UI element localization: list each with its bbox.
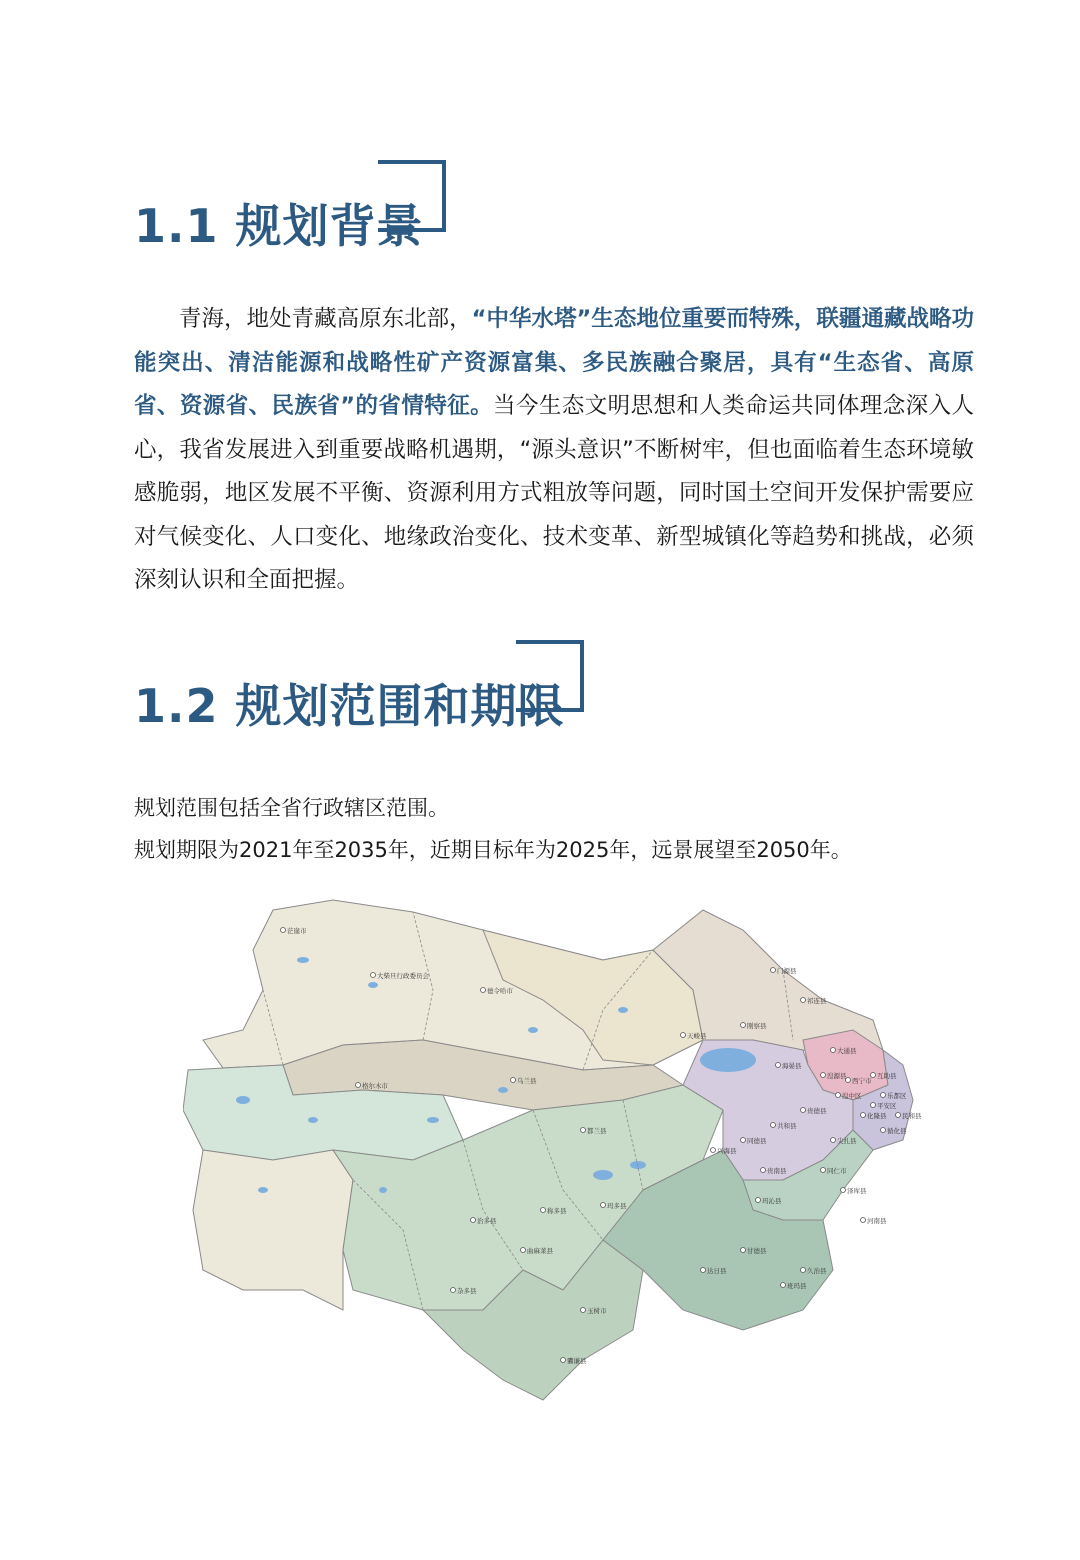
city-label: 门源县	[777, 967, 797, 975]
city-label: 久治县	[807, 1267, 827, 1275]
lake-e	[427, 1117, 439, 1123]
lake-l	[618, 1007, 628, 1013]
heading-corner-bracket	[378, 160, 446, 232]
city-label: 达日县	[707, 1267, 727, 1275]
city-label: 湟中区	[842, 1092, 862, 1100]
city-label: 尖扎县	[837, 1137, 857, 1145]
city-label: 班玛县	[787, 1282, 807, 1290]
lake-g	[593, 1170, 613, 1180]
lake-c	[236, 1096, 250, 1104]
city-label: 大柴旦行政委员会	[377, 972, 429, 980]
city-marker	[831, 1048, 836, 1053]
city-label: 化隆县	[867, 1112, 887, 1120]
city-marker	[776, 1063, 781, 1068]
lake-f	[498, 1087, 508, 1093]
lake-j	[379, 1187, 387, 1193]
lake-b	[368, 982, 378, 988]
city-marker	[601, 1203, 606, 1208]
city-label: 祁连县	[807, 997, 827, 1005]
city-label: 治多县	[477, 1217, 497, 1225]
qinghai-lake	[700, 1048, 756, 1072]
city-marker	[481, 988, 486, 993]
paragraph-text: 青海，地处青藏高原东北部，	[179, 306, 472, 332]
city-label: 共和县	[777, 1122, 797, 1130]
scope-text: 规划范围包括全省行政辖区范围。	[134, 796, 449, 820]
city-label: 玛多县	[607, 1202, 627, 1210]
city-marker	[711, 1148, 716, 1153]
paragraph-text: 当今生态文明思想和人类命运共同体理念深入人心，我省发展进入到重要战略机遇期，“源头意识”不断树牢，但也面临着生态环境敏感脆弱，地区发展不平衡、资源利用方式粗放等问题，同时国土空间开发保护需要应对气候变化、人口变化、地缘政治变化、技术变革、新型城镇化等趋势和挑战，必须深刻认识和全面把握。	[134, 393, 974, 593]
city-marker	[761, 1168, 766, 1173]
period-text: 规划期限为2021年至2035年，近期目标年为2025年，远景展望至2050年。	[134, 838, 852, 862]
city-marker	[741, 1248, 746, 1253]
section-1-paragraph	[134, 298, 974, 603]
city-label: 格尔木市	[362, 1082, 388, 1090]
paragraph-highlight: “中华水塔”生态地位重要而特殊，联疆通藏战略功能突出、清洁能源和战略性矿产资源富集、多民族融合聚居，具有“生态省、高原省、资源省、民族省”的省情特征。	[134, 306, 974, 419]
city-marker	[821, 1073, 826, 1078]
city-marker	[371, 973, 376, 978]
city-label: 德令哈市	[487, 987, 513, 995]
city-label: 曲麻莱县	[527, 1247, 553, 1255]
city-label: 称多县	[547, 1207, 567, 1215]
section-1-heading: 1.1 规划背景	[134, 199, 424, 253]
city-label: 囊谦县	[567, 1357, 587, 1365]
city-label: 兴海县	[717, 1147, 737, 1155]
city-marker	[681, 1033, 686, 1038]
city-label: 循化县	[887, 1127, 907, 1135]
city-label: 玉树市	[587, 1307, 607, 1315]
city-marker	[871, 1103, 876, 1108]
city-label: 大通县	[837, 1047, 857, 1055]
city-label: 天峻县	[687, 1032, 707, 1040]
city-label: 都兰县	[587, 1127, 607, 1135]
city-marker	[881, 1128, 886, 1133]
city-marker	[871, 1073, 876, 1078]
city-marker	[801, 1268, 806, 1273]
city-marker	[861, 1218, 866, 1223]
city-label: 甘德县	[747, 1247, 767, 1255]
city-label: 河南县	[867, 1217, 887, 1225]
city-marker	[451, 1288, 456, 1293]
city-marker	[861, 1113, 866, 1118]
city-label: 同德县	[747, 1137, 767, 1145]
city-marker	[581, 1128, 586, 1133]
city-label: 乐都区	[887, 1092, 907, 1100]
city-marker	[356, 1083, 361, 1088]
city-marker	[896, 1113, 901, 1118]
city-label: 同仁市	[827, 1167, 847, 1175]
lake-d	[308, 1117, 318, 1123]
city-marker	[801, 1108, 806, 1113]
city-marker	[771, 968, 776, 973]
city-marker	[821, 1168, 826, 1173]
city-marker	[831, 1138, 836, 1143]
city-label: 海晏县	[782, 1062, 802, 1070]
lake-a	[297, 957, 309, 963]
city-marker	[801, 998, 806, 1003]
lake-i	[258, 1187, 268, 1193]
city-marker	[841, 1188, 846, 1193]
lake-h	[630, 1161, 646, 1169]
city-marker	[281, 928, 286, 933]
city-label: 贵德县	[807, 1107, 827, 1115]
city-label: 民和县	[902, 1112, 922, 1120]
city-marker	[541, 1208, 546, 1213]
city-marker	[701, 1268, 706, 1273]
heading-corner-bracket	[516, 640, 584, 712]
city-marker	[781, 1283, 786, 1288]
city-marker	[561, 1358, 566, 1363]
city-label: 贵南县	[767, 1167, 787, 1175]
section-2-heading: 1.2 规划范围和期限	[134, 679, 565, 733]
city-label: 平安区	[877, 1102, 897, 1110]
city-label: 西宁市	[852, 1077, 872, 1085]
city-marker	[771, 1123, 776, 1128]
city-marker	[521, 1248, 526, 1253]
city-marker	[581, 1308, 586, 1313]
lake-k	[528, 1027, 538, 1033]
city-label: 玛沁县	[762, 1197, 782, 1205]
qinghai-province-map	[183, 890, 923, 1410]
city-label: 互助县	[877, 1072, 897, 1080]
city-label: 泽库县	[847, 1187, 867, 1195]
western-plateau	[193, 1150, 353, 1310]
city-marker	[741, 1138, 746, 1143]
city-label: 杂多县	[457, 1287, 477, 1295]
city-label: 刚察县	[747, 1022, 767, 1030]
city-marker	[511, 1078, 516, 1083]
city-label: 湟源县	[827, 1072, 847, 1080]
city-label: 乌兰县	[517, 1077, 537, 1085]
city-marker	[741, 1023, 746, 1028]
city-marker	[836, 1093, 841, 1098]
city-marker	[471, 1218, 476, 1223]
city-label: 茫崖市	[287, 927, 307, 935]
city-marker	[756, 1198, 761, 1203]
city-marker	[881, 1093, 886, 1098]
